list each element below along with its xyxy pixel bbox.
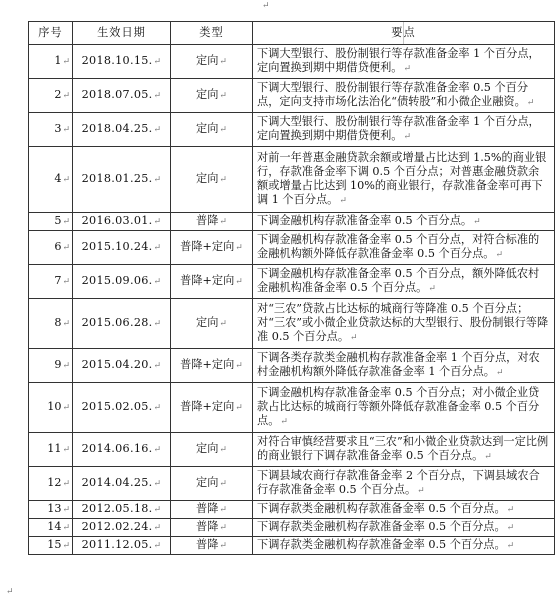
paragraph-mark: ↵ bbox=[506, 541, 515, 551]
effective-date bbox=[73, 467, 171, 501]
cut-type bbox=[171, 433, 253, 467]
cut-type bbox=[171, 501, 253, 519]
paragraph-mark: ↵ bbox=[62, 125, 70, 135]
row-number-text: 3 bbox=[54, 122, 62, 135]
key-points-text: 下调各类存款类金融机构存款准备金率 1 个百分点，对农村金融机构额外降低存款准备金率 1 个百分点。 bbox=[257, 351, 540, 378]
paragraph-mark: ↵ bbox=[473, 217, 481, 227]
row-number-text: 4 bbox=[54, 172, 62, 185]
paragraph-mark: ↵ bbox=[62, 445, 70, 455]
effective-date bbox=[73, 433, 171, 467]
header-no: 序号 bbox=[29, 22, 73, 45]
paragraph-mark: ↵ bbox=[219, 57, 227, 67]
effective-date-text: 2014.06.16. bbox=[81, 442, 153, 455]
paragraph-mark: ↵ bbox=[153, 217, 162, 227]
key-points-text: 下调金融机构存款准备金率 0.5 个百分点。 bbox=[257, 214, 473, 227]
key-points bbox=[253, 45, 555, 79]
row-number bbox=[29, 265, 73, 299]
paragraph-mark: ↵ bbox=[153, 523, 162, 533]
key-points-text: 下调县域农商行存款准备金率 2 个百分点，下调县域农合行存款准备金率 0.5 个百分点。 bbox=[257, 469, 540, 496]
paragraph-mark: ↵ bbox=[62, 523, 70, 533]
cut-type-text: 普降+定向 bbox=[180, 240, 235, 253]
row-number-text: 8 bbox=[54, 316, 62, 329]
paragraph-mark: ↵ bbox=[153, 541, 162, 551]
paragraph-mark: ↵ bbox=[62, 403, 70, 413]
effective-date bbox=[73, 231, 171, 265]
paragraph-mark: ↵ bbox=[403, 132, 411, 142]
row-number bbox=[29, 79, 73, 113]
paragraph-mark: ↵ bbox=[280, 417, 288, 427]
paragraph-mark: ↵ bbox=[262, 1, 270, 11]
paragraph-mark: ↵ bbox=[153, 479, 162, 489]
cut-type bbox=[171, 519, 253, 537]
key-points-text: 对前一年普惠金融贷款余额或增量占比达到 1.5%的商业银行，存款准备金率下调 0.5 个百分点；对普惠金融贷款余额或增量占比达到 10%的商业银行，存款准备金率可再下调 1 个百分点。 bbox=[257, 151, 547, 206]
cut-type-text: 普降+定向 bbox=[180, 358, 235, 371]
key-points bbox=[253, 113, 555, 147]
paragraph-mark: ↵ bbox=[495, 250, 504, 260]
cut-type bbox=[171, 467, 253, 501]
paragraph-mark: ↵ bbox=[339, 196, 347, 206]
cut-type-text: 定向 bbox=[196, 172, 219, 185]
paragraph-mark: ↵ bbox=[153, 445, 162, 455]
table-row bbox=[29, 433, 555, 467]
paragraph-mark: ↵ bbox=[62, 479, 70, 489]
paragraph-mark: ↵ bbox=[235, 361, 243, 371]
effective-date bbox=[73, 519, 171, 537]
cut-type-text: 定向 bbox=[196, 476, 219, 489]
effective-date-text: 2018.10.15. bbox=[81, 54, 153, 67]
paragraph-mark: ↵ bbox=[62, 505, 70, 515]
effective-date-text: 2015.10.24. bbox=[81, 240, 153, 253]
paragraph-mark: ↵ bbox=[62, 57, 70, 67]
paragraph-mark: ↵ bbox=[219, 217, 227, 227]
cut-type-text: 普降 bbox=[196, 520, 219, 533]
table-row bbox=[29, 213, 555, 231]
table-body bbox=[29, 45, 555, 555]
effective-date-text: 2018.04.25. bbox=[81, 122, 153, 135]
effective-date bbox=[73, 265, 171, 299]
key-points-text: 下调大型银行、股份制银行等存款准备金率 1 个百分点，定向置换到期中期借贷便利。 bbox=[257, 47, 540, 74]
key-points-text: 对符合审慎经营要求且“三农”和小微企业贷款达到一定比例的商业银行下调存款准备金率 0.5 个百分点。 bbox=[257, 435, 549, 462]
table-row bbox=[29, 519, 555, 537]
row-number bbox=[29, 231, 73, 265]
key-points bbox=[253, 231, 555, 265]
key-points bbox=[253, 467, 555, 501]
paragraph-mark: ↵ bbox=[526, 98, 535, 108]
paragraph-mark: ↵ bbox=[153, 175, 162, 185]
key-points bbox=[253, 519, 555, 537]
effective-date-text: 2014.04.25. bbox=[81, 476, 153, 489]
rrr-cut-table bbox=[28, 21, 555, 555]
row-number bbox=[29, 467, 73, 501]
row-number bbox=[29, 147, 73, 213]
cut-type bbox=[171, 213, 253, 231]
row-number-text: 10 bbox=[47, 400, 62, 413]
key-points-text: 下调金融机构存款准备金率 0.5 个百分点，额外降低农村金融机构准备金率 0.5 个百分点。 bbox=[257, 267, 540, 294]
paragraph-mark: ↵ bbox=[506, 505, 515, 515]
row-number bbox=[29, 383, 73, 433]
table-row bbox=[29, 79, 555, 113]
key-points bbox=[253, 147, 555, 213]
paragraph-mark: ↵ bbox=[219, 445, 227, 455]
paragraph-mark: ↵ bbox=[417, 486, 425, 496]
cut-type bbox=[171, 537, 253, 555]
table-row bbox=[29, 265, 555, 299]
paragraph-mark: ↵ bbox=[62, 91, 70, 101]
key-points-text: 下调存款类金融机构存款准备金率 0.5 个百分点。 bbox=[257, 520, 506, 533]
paragraph-mark: ↵ bbox=[153, 505, 162, 515]
effective-date-text: 2015.09.06. bbox=[81, 274, 153, 287]
table-row bbox=[29, 231, 555, 265]
cut-type-text: 普降+定向 bbox=[180, 400, 235, 413]
paragraph-mark: ↵ bbox=[153, 57, 162, 67]
paragraph-mark: ↵ bbox=[403, 64, 411, 74]
paragraph-mark: ↵ bbox=[350, 333, 358, 343]
table-row bbox=[29, 113, 555, 147]
row-number bbox=[29, 433, 73, 467]
row-number-text: 2 bbox=[54, 88, 62, 101]
paragraph-mark: ↵ bbox=[219, 91, 227, 101]
key-points-text: 下调金融机构存款准备金率 0.5 个百分点，对符合标准的金融机构额外降低存款准备金率 0.5 个百分点。 bbox=[257, 233, 540, 260]
effective-date bbox=[73, 113, 171, 147]
effective-date bbox=[73, 501, 171, 519]
cut-type-text: 定向 bbox=[196, 316, 219, 329]
paragraph-mark: ↵ bbox=[219, 319, 227, 329]
header-points: 要点 bbox=[253, 22, 555, 45]
row-number bbox=[29, 299, 73, 349]
paragraph-mark: ↵ bbox=[219, 541, 227, 551]
cut-type-text: 定向 bbox=[196, 54, 219, 67]
row-number-text: 7 bbox=[54, 274, 62, 287]
table-row bbox=[29, 383, 555, 433]
effective-date bbox=[73, 45, 171, 79]
paragraph-mark: ↵ bbox=[506, 523, 515, 533]
table-row bbox=[29, 45, 555, 79]
paragraph-mark: ↵ bbox=[62, 175, 70, 185]
row-number bbox=[29, 113, 73, 147]
paragraph-mark: ↵ bbox=[62, 277, 70, 287]
header-type: 类型 bbox=[171, 22, 253, 45]
cut-type-text: 普降 bbox=[196, 214, 219, 227]
table-row bbox=[29, 537, 555, 555]
paragraph-mark: ↵ bbox=[153, 361, 162, 371]
key-points bbox=[253, 537, 555, 555]
row-number bbox=[29, 213, 73, 231]
effective-date-text: 2015.06.28. bbox=[81, 316, 153, 329]
table-header-row bbox=[29, 22, 555, 45]
row-number-text: 6 bbox=[54, 240, 62, 253]
paragraph-mark: ↵ bbox=[153, 319, 162, 329]
row-number-text: 1 bbox=[54, 54, 62, 67]
key-points bbox=[253, 349, 555, 383]
table-row bbox=[29, 467, 555, 501]
effective-date bbox=[73, 147, 171, 213]
cut-type bbox=[171, 113, 253, 147]
cut-type bbox=[171, 231, 253, 265]
table-row bbox=[29, 501, 555, 519]
paragraph-mark: ↵ bbox=[235, 243, 243, 253]
row-number-text: 14 bbox=[47, 520, 62, 533]
row-number bbox=[29, 349, 73, 383]
cut-type bbox=[171, 349, 253, 383]
effective-date bbox=[73, 349, 171, 383]
key-points-text: 下调金融机构存款准备金率 0.5 个百分点；对小微企业贷款占比达标的城商行等额外降低存款准备金率 0.5 个百分点。 bbox=[257, 386, 540, 427]
paragraph-mark: ↵ bbox=[219, 125, 227, 135]
effective-date-text: 2018.01.25. bbox=[81, 172, 153, 185]
key-points bbox=[253, 433, 555, 467]
key-points bbox=[253, 79, 555, 113]
paragraph-mark: ↵ bbox=[235, 277, 243, 287]
row-number bbox=[29, 45, 73, 79]
paragraph-mark: ↵ bbox=[219, 479, 227, 489]
cut-type bbox=[171, 147, 253, 213]
paragraph-mark: ↵ bbox=[62, 541, 70, 551]
key-points-text: 下调大型银行、股份制银行等存款准备金率 1 个百分点，定向置换到期中期借贷便利。 bbox=[257, 115, 540, 142]
cut-type-text: 普降 bbox=[196, 502, 219, 515]
effective-date-text: 2015.02.05. bbox=[81, 400, 153, 413]
row-number-text: 11 bbox=[47, 442, 62, 455]
paragraph-mark: ↵ bbox=[153, 403, 162, 413]
row-number-text: 9 bbox=[54, 358, 62, 371]
effective-date-text: 2012.02.24. bbox=[81, 520, 153, 533]
table-row bbox=[29, 299, 555, 349]
paragraph-mark: ↵ bbox=[153, 91, 162, 101]
key-points bbox=[253, 265, 555, 299]
paragraph-mark: ↵ bbox=[153, 277, 162, 287]
paragraph-mark: ↵ bbox=[495, 368, 504, 378]
cut-type-text: 普降+定向 bbox=[180, 274, 235, 287]
cut-type-text: 普降 bbox=[196, 538, 219, 551]
effective-date bbox=[73, 213, 171, 231]
paragraph-mark: ↵ bbox=[62, 217, 70, 227]
effective-date-text: 2011.12.05. bbox=[81, 538, 153, 551]
key-points-text: 下调大型银行、股份制银行等存款准备金率 0.5 个百分点，定向支持市场化法治化“债转股”和小微企业融资。 bbox=[257, 81, 529, 108]
key-points bbox=[253, 501, 555, 519]
effective-date bbox=[73, 299, 171, 349]
paragraph-mark: ↵ bbox=[6, 587, 14, 597]
cut-type bbox=[171, 79, 253, 113]
paragraph-mark: ↵ bbox=[62, 243, 70, 253]
paragraph-mark: ↵ bbox=[62, 361, 70, 371]
effective-date-text: 2016.03.01. bbox=[81, 214, 153, 227]
effective-date bbox=[73, 79, 171, 113]
key-points bbox=[253, 383, 555, 433]
row-number-text: 5 bbox=[54, 214, 62, 227]
cut-type-text: 定向 bbox=[196, 122, 219, 135]
row-number bbox=[29, 519, 73, 537]
row-number-text: 12 bbox=[47, 476, 62, 489]
effective-date bbox=[73, 383, 171, 433]
paragraph-mark: ↵ bbox=[219, 175, 227, 185]
header-date: 生效日期 bbox=[73, 22, 171, 45]
cut-type-text: 定向 bbox=[196, 88, 219, 101]
cut-type bbox=[171, 45, 253, 79]
paragraph-mark: ↵ bbox=[153, 125, 162, 135]
key-points bbox=[253, 299, 555, 349]
effective-date-text: 2018.07.05. bbox=[81, 88, 153, 101]
row-number-text: 15 bbox=[47, 538, 62, 551]
row-number bbox=[29, 537, 73, 555]
table-row bbox=[29, 349, 555, 383]
paragraph-mark: ↵ bbox=[219, 505, 227, 515]
key-points-text: 对“三农”贷款占比达标的城商行等降准 0.5 个百分点；对“三农”或小微企业贷款达标的大型银行、股份制银行等降准 0.5 个百分点。 bbox=[257, 302, 549, 343]
table-row bbox=[29, 147, 555, 213]
paragraph-mark: ↵ bbox=[428, 284, 436, 294]
paragraph-mark: ↵ bbox=[235, 403, 243, 413]
effective-date bbox=[73, 537, 171, 555]
paragraph-mark: ↵ bbox=[484, 452, 492, 462]
cut-type bbox=[171, 299, 253, 349]
paragraph-mark: ↵ bbox=[62, 319, 70, 329]
paragraph-mark: ↵ bbox=[153, 243, 162, 253]
row-number-text: 13 bbox=[47, 502, 62, 515]
cut-type bbox=[171, 383, 253, 433]
cut-type-text: 定向 bbox=[196, 442, 219, 455]
effective-date-text: 2012.05.18. bbox=[81, 502, 153, 515]
key-points bbox=[253, 213, 555, 231]
cut-type bbox=[171, 265, 253, 299]
row-number bbox=[29, 501, 73, 519]
effective-date-text: 2015.04.20. bbox=[81, 358, 153, 371]
paragraph-mark: ↵ bbox=[219, 523, 227, 533]
key-points-text: 下调存款类金融机构存款准备金率 0.5 个百分点。 bbox=[257, 538, 506, 551]
key-points-text: 下调存款类金融机构存款准备金率 0.5 个百分点。 bbox=[257, 502, 506, 515]
